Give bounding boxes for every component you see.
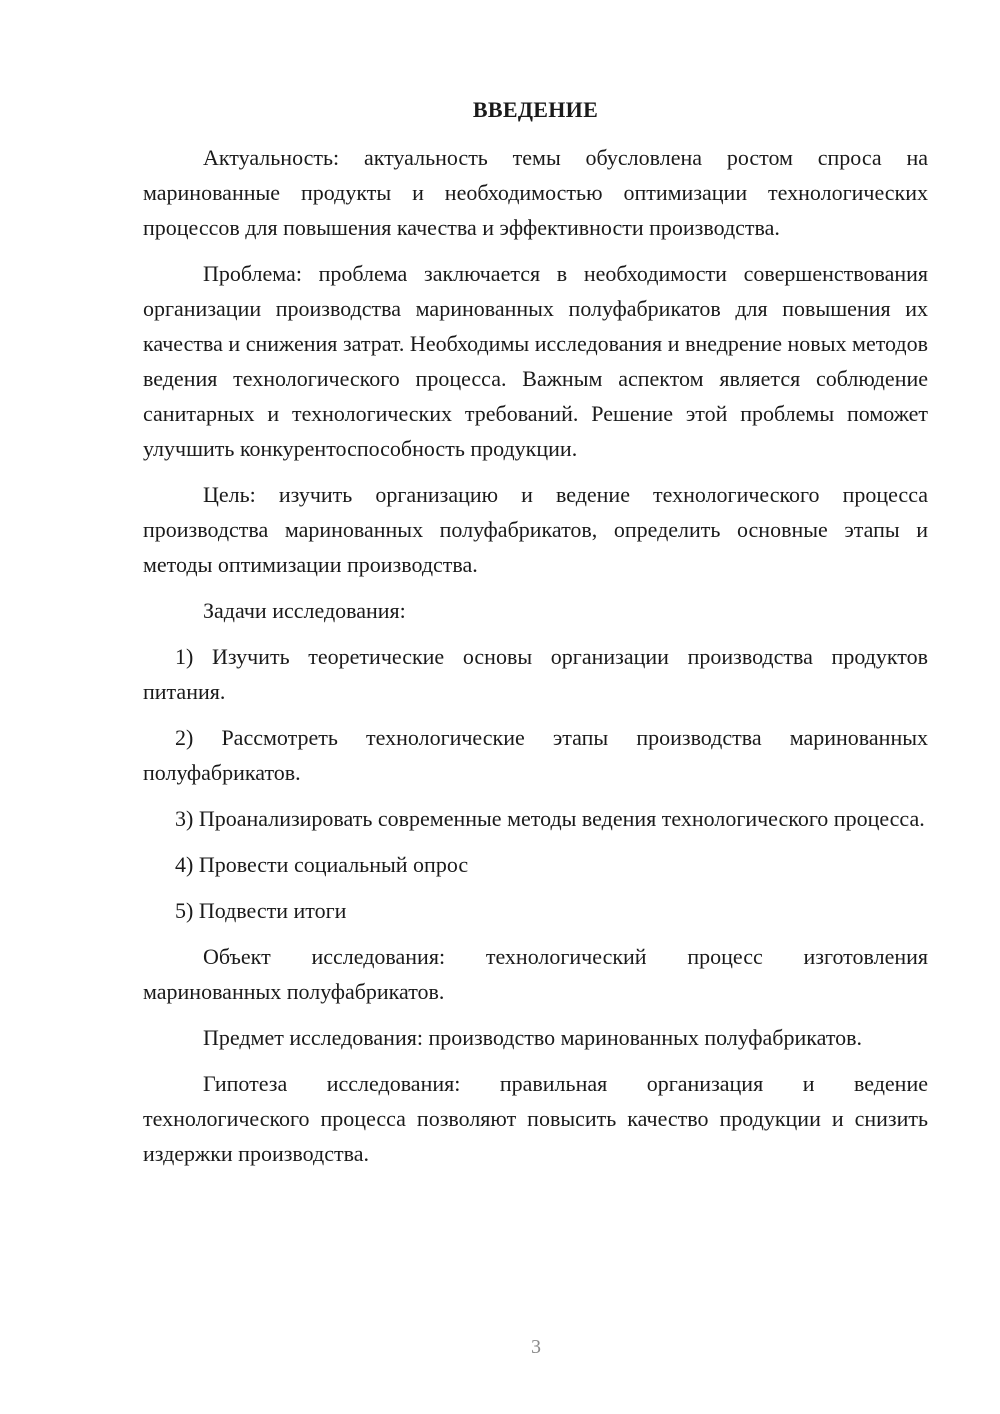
goal-paragraph: Цель: изучить организацию и ведение технологического процесса производства маринованных полуфабрикатов, определить основные этапы и методы оптимизации производства.: [143, 482, 928, 577]
object-paragraph: Объект исследования: технологический процесс изготовления маринованных полуфабрикатов.: [143, 944, 928, 1004]
task-item: 1) Изучить теоретические основы организации производства продуктов питания.: [143, 644, 928, 704]
task-item: 3) Проанализировать современные методы ведения технологического процесса.: [175, 806, 925, 831]
page-body: [143, 95, 928, 1182]
hypothesis-paragraph: Гипотеза исследования: правильная организация и ведение технологического процесса позволяют повысить качество продукции и снизить издержки производства.: [143, 1071, 928, 1166]
task-item: 5) Подвести итоги: [175, 898, 347, 923]
tasks-intro: Задачи исследования:: [203, 598, 406, 623]
task-item: 4) Провести социальный опрос: [175, 852, 469, 877]
page-number: 3: [531, 1336, 541, 1358]
task-item: 2) Рассмотреть технологические этапы производства маринованных полуфабрикатов.: [143, 725, 928, 785]
problem-paragraph: Проблема: проблема заключается в необходимости совершенствования организации производства маринованных полуфабрикатов для повышения их качества и снижения затрат. Необходимы исследования и внедрение новых методов ведения технологического процесса. Важным аспектом является соблюдение санитарных и технологических требований. Решение этой проблемы поможет улучшить конкурентоспособность продукции.: [143, 261, 928, 461]
subject-paragraph: Предмет исследования: производство маринованных полуфабрикатов.: [203, 1025, 863, 1050]
relevance-paragraph: Актуальность: актуальность темы обусловлена ростом спроса на маринованные продукты и необходимостью оптимизации технологических процессов для повышения качества и эффективности производства.: [143, 145, 928, 240]
section-heading: ВВЕДЕНИЕ: [472, 97, 599, 122]
